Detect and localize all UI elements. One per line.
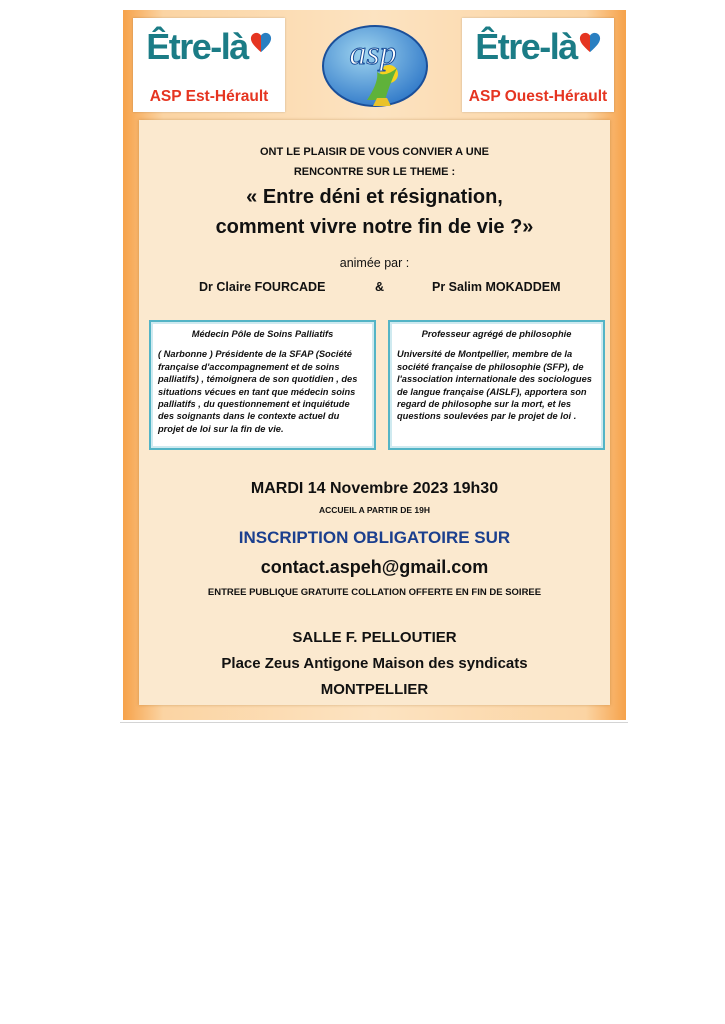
- theme-line: « Entre déni et résignation,: [246, 186, 503, 208]
- asp-logo-text: asp: [349, 35, 397, 72]
- event-date: MARDI 14 Novembre 2023 19h30: [250, 480, 499, 497]
- inscription-notice: INSCRIPTION OBLIGATOIRE SUR: [238, 528, 511, 547]
- invitation-panel: [139, 120, 610, 705]
- bio-text: Université de Montpellier, membre de la société française de philosophie (SFP), de l'association internationale des sociologues de langue française (AISLF), apportera son regard de philosophe sur la mort, et les questions soulevées par le projet de loi .: [397, 349, 592, 422]
- accueil-time: ACCUEIL A PARTIR DE 19H: [319, 505, 430, 515]
- bio-text: ( Narbonne ) Présidente de la SFAP (Société française d'accompagnement et de soins palliatifs) , témoignera de son quotidien , des situations vécues en tant que médecin soins palliatifs , du questionnement et inquiétude des soignants dans le contexte actuel du projet de loi sur la fin de vie.: [158, 349, 358, 434]
- animee-par-label: animée par :: [339, 256, 410, 270]
- venue-salle: SALLE F. PELLOUTIER: [292, 629, 457, 646]
- etre-la-est-herault-logo: [133, 18, 285, 112]
- speaker-separator: &: [375, 280, 385, 294]
- page-edge-line: [120, 722, 628, 723]
- bio-box-mokaddem: [388, 320, 605, 450]
- etre-la-ouest-herault-logo: [462, 18, 614, 112]
- heart-icon: [250, 32, 272, 54]
- invite-line: ONT LE PLAISIR DE VOUS CONVIER A UNE: [260, 146, 489, 158]
- theme-line: comment vivre notre fin de vie ?»: [215, 216, 534, 238]
- entry-info: ENTREE PUBLIQUE GRATUITE COLLATION OFFERTE EN FIN DE SOIREE: [207, 587, 542, 598]
- bio-title: Médecin Pôle de Soins Palliatifs: [191, 329, 334, 339]
- venue-place: Place Zeus Antigone Maison des syndicats: [221, 655, 528, 672]
- asp-ouest-herault-label: ASP Ouest-Hérault: [468, 88, 608, 105]
- bio-title: Professeur agrégé de philosophie: [421, 329, 572, 339]
- asp-est-herault-label: ASP Est-Hérault: [149, 88, 269, 105]
- venue-address: [139, 625, 610, 703]
- asp-logo: [319, 20, 431, 116]
- theme-title: [139, 182, 610, 242]
- heart-icon: [579, 32, 601, 54]
- brand-name: Être-là: [146, 26, 248, 67]
- speaker-claire-fourcade: Dr Claire FOURCADE: [199, 280, 326, 294]
- invite-line: RENCONTRE SUR LE THEME :: [293, 166, 456, 178]
- flyer: [123, 10, 626, 720]
- contact-email: contact.aspeh@gmail.com: [260, 557, 489, 577]
- speaker-salim-mokaddem: Pr Salim MOKADDEM: [432, 280, 561, 294]
- brand-name: Être-là: [475, 26, 577, 67]
- invitation-text: [139, 142, 610, 182]
- venue-city: MONTPELLIER: [320, 681, 429, 698]
- bio-box-fourcade: [149, 320, 376, 450]
